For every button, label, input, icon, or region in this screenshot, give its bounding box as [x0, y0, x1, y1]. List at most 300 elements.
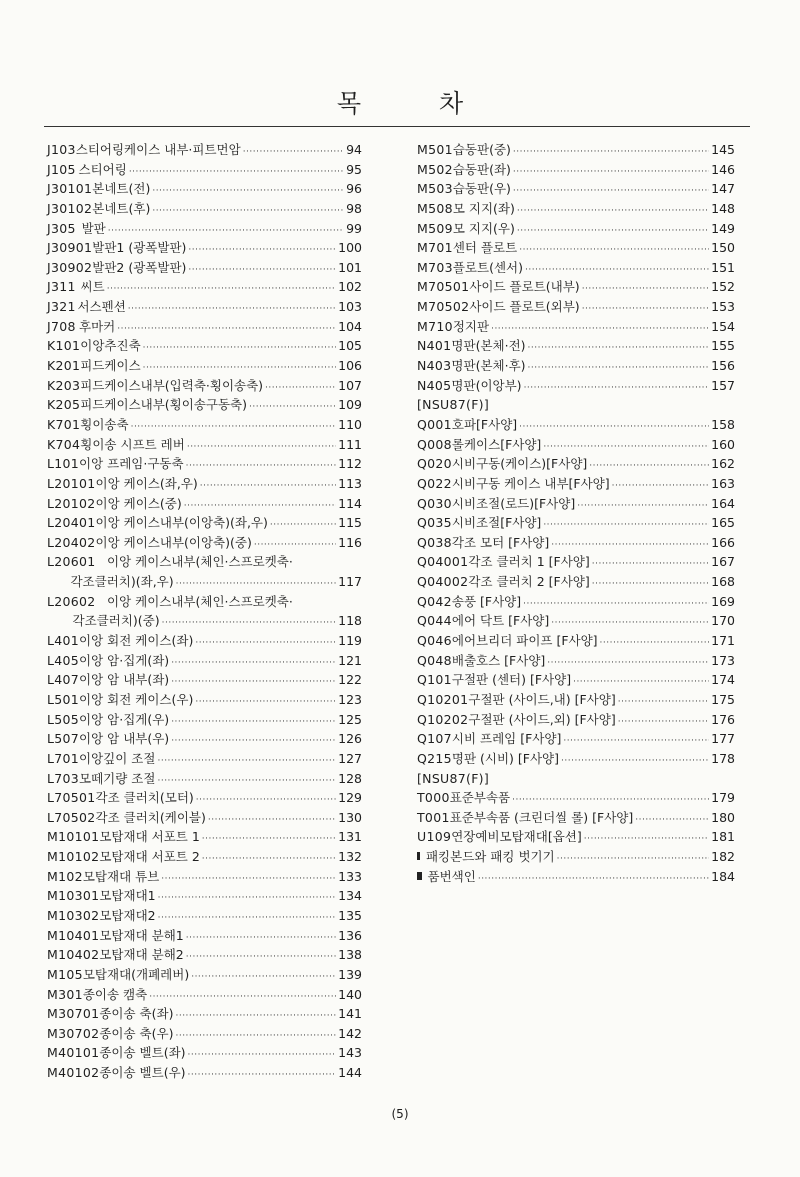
toc-entry	[47, 926, 362, 946]
square-bullet-icon	[417, 852, 420, 860]
entry-code: L701	[47, 750, 80, 766]
entry-page-number: 129	[338, 790, 362, 806]
entry-code: Q10201	[417, 691, 469, 707]
dot-leader	[200, 477, 336, 497]
entry-page-number: 144	[338, 1065, 362, 1081]
toc-entry	[47, 808, 362, 828]
entry-title: 품번색인	[427, 868, 476, 884]
toc-entry	[417, 219, 735, 239]
dot-leader	[243, 143, 344, 163]
entry-title: 이앙깊이 조절	[79, 750, 156, 766]
dot-leader	[171, 654, 336, 674]
entry-title: 시비 프레임 [F사양]	[451, 731, 562, 747]
entry-title: 피드케이스	[80, 358, 141, 374]
entry-code: M508	[417, 200, 453, 216]
entry-title: 이앙 암 내부(우)	[79, 731, 170, 747]
entry-page-number: 135	[338, 907, 362, 923]
entry-title: 각조클러치)(좌,우)	[70, 574, 174, 590]
toc-entry	[47, 710, 362, 730]
entry-page-number: 179	[711, 790, 735, 806]
toc-entry	[47, 513, 362, 533]
entry-page-number: 114	[338, 495, 362, 511]
entry-code: Q008	[417, 436, 452, 452]
entry-title: 피드케이스내부(횡이송구동축)	[80, 397, 247, 413]
toc-entry	[417, 710, 735, 730]
entry-page-number: 148	[711, 200, 735, 216]
dot-leader	[265, 379, 336, 399]
entry-page-number: 102	[338, 279, 362, 295]
entry-page-number: 150	[711, 240, 735, 256]
entry-page-number: 182	[711, 849, 735, 865]
entry-title: 송풍 [F사양]	[451, 593, 522, 609]
dot-leader	[563, 732, 709, 752]
dot-leader	[618, 713, 709, 733]
toc-entry	[417, 729, 735, 749]
dot-leader	[188, 1046, 337, 1066]
toc-entry	[417, 277, 735, 297]
toc-entry	[417, 474, 735, 494]
toc-entry	[47, 297, 362, 317]
entry-code: L20402	[47, 534, 96, 550]
entry-page-number: 101	[338, 259, 362, 275]
entry-page-number: 125	[338, 711, 362, 727]
entry-code: L703	[47, 770, 80, 786]
dot-leader	[129, 163, 344, 183]
square-bullet-icon	[417, 872, 422, 880]
toc-entry	[417, 827, 735, 847]
page-number-footer: (5)	[391, 1107, 409, 1121]
toc-entry	[47, 238, 362, 258]
entry-title: 모탑재대2	[99, 907, 156, 923]
entry-title: 습동판(우)	[452, 181, 511, 197]
dot-leader	[188, 1066, 337, 1086]
section-heading: [NSU87(F)]	[417, 770, 490, 786]
entry-page-number: 146	[711, 161, 735, 177]
toc-entry	[47, 1004, 362, 1024]
entry-code: Q048	[417, 652, 452, 668]
entry-page-number: 118	[338, 613, 362, 629]
entry-page-number: 169	[711, 593, 735, 609]
entry-title: 명판 (시비) [F사양]	[451, 750, 560, 766]
entry-code: N403	[417, 358, 452, 374]
entry-code: J30902	[47, 259, 93, 275]
entry-title: 스티어링	[78, 161, 127, 177]
toc-entry	[47, 985, 362, 1005]
entry-code: M102	[47, 868, 83, 884]
entry-title: 모떼기량 조절	[79, 770, 156, 786]
toc-entry	[47, 651, 362, 671]
entry-title: 구절판 (사이드,외) [F사양]	[468, 711, 616, 727]
toc-entry	[417, 454, 735, 474]
entry-title: 에어브리더 파이프 [F사양]	[451, 633, 598, 649]
entry-page-number: 119	[338, 633, 362, 649]
toc-entry	[47, 140, 362, 160]
entry-title: 모탑재대 튜브	[82, 868, 160, 884]
entry-page-number: 154	[711, 318, 735, 334]
entry-title: 모 지지(좌)	[452, 200, 515, 216]
entry-title: 플로트(센서)	[452, 259, 523, 275]
entry-page-number: 98	[346, 200, 362, 216]
entry-title: 종이송 벨트(우)	[99, 1065, 186, 1081]
entry-code: L407	[47, 672, 80, 688]
toc-entry	[417, 415, 735, 435]
entry-page-number: 181	[711, 829, 735, 845]
dot-leader	[191, 968, 336, 988]
entry-code: Q044	[417, 613, 452, 629]
entry-title: 이앙 케이스내부(이앙축)(좌,우)	[95, 515, 268, 531]
entry-title: 각조 클러치 2 [F사양]	[468, 574, 590, 590]
entry-code: J105	[47, 161, 76, 177]
entry-title: 모탑재대 서포트 1	[99, 829, 200, 845]
toc-entry	[417, 867, 735, 887]
entry-page-number: 113	[338, 475, 362, 491]
entry-page-number: 115	[338, 515, 362, 531]
toc-entry	[47, 749, 362, 769]
dot-leader	[528, 339, 710, 359]
entry-page-number: 174	[711, 672, 735, 688]
entry-code: Q030	[417, 495, 452, 511]
dot-leader	[196, 791, 336, 811]
entry-title: 사이드 플로트(외부)	[469, 299, 580, 315]
entry-title: 모 지지(우)	[452, 220, 515, 236]
dot-leader	[157, 752, 336, 772]
entry-code: Q107	[417, 731, 452, 747]
entry-code: L20102	[47, 495, 96, 511]
entry-page-number: 134	[338, 888, 362, 904]
dot-leader	[517, 222, 709, 242]
entry-title: 명판(본체·전)	[451, 338, 526, 354]
entry-code: U109	[417, 829, 452, 845]
entry-code: M10301	[47, 888, 100, 904]
entry-page-number: 164	[711, 495, 735, 511]
entry-title: 시비조절(로드)[F사양]	[451, 495, 576, 511]
toc-entry	[47, 336, 362, 356]
dot-leader	[186, 948, 336, 968]
entry-page-number: 136	[338, 927, 362, 943]
toc-entry	[47, 219, 362, 239]
entry-page-number: 117	[338, 574, 362, 590]
entry-code: Q020	[417, 456, 452, 472]
toc-entry	[417, 513, 735, 533]
toc-entry	[47, 317, 362, 337]
entry-page-number: 122	[338, 672, 362, 688]
entry-page-number: 110	[338, 416, 362, 432]
entry-title: 종이송 캠축	[82, 986, 148, 1002]
title-left: 목	[336, 89, 361, 118]
entry-title: 모탑재대1	[99, 888, 156, 904]
entry-title: 이앙추진축	[80, 338, 141, 354]
entry-code: M10401	[47, 927, 100, 943]
toc-entry	[47, 886, 362, 906]
toc-entry	[47, 769, 362, 789]
entry-code: J305	[47, 220, 76, 236]
entry-code: M501	[417, 142, 453, 157]
toc-entry	[47, 376, 362, 396]
toc-entry	[417, 297, 735, 317]
entry-page-number: 171	[711, 633, 735, 649]
entry-code: K704	[47, 436, 81, 452]
toc-entry	[417, 749, 735, 769]
toc-entry	[417, 611, 735, 631]
entry-code: L20101	[47, 475, 96, 491]
entry-title: 표준부속품 (크린더씰 롤) [F사양]	[449, 809, 634, 825]
dot-leader	[195, 634, 336, 654]
toc-entry	[417, 670, 735, 690]
entry-page-number: 103	[338, 299, 362, 315]
entry-page-number: 100	[338, 240, 362, 256]
entry-title: 각조 클러치(케이블)	[95, 809, 206, 825]
entry-title: 모탑재대 분해2	[99, 947, 184, 963]
entry-title: 시비조절[F사양]	[451, 515, 542, 531]
dot-leader	[517, 202, 709, 222]
toc-entry	[47, 611, 362, 631]
entry-page-number: 131	[338, 829, 362, 845]
entry-page-number: 140	[338, 986, 362, 1002]
entry-page-number: 175	[711, 691, 735, 707]
entry-code: Q022	[417, 475, 452, 491]
entry-page-number: 158	[711, 416, 735, 432]
dot-leader	[523, 595, 709, 615]
entry-title: 후마커	[79, 318, 116, 334]
entry-code: K101	[47, 338, 81, 354]
toc-entry	[47, 1063, 362, 1083]
entry-code: L20602	[47, 593, 96, 609]
entry-page-number: 149	[711, 220, 735, 236]
toc-entry	[47, 729, 362, 749]
entry-title: 씨트	[80, 279, 105, 295]
toc-entry	[47, 847, 362, 867]
dot-leader	[171, 732, 336, 752]
entry-code: L501	[47, 691, 80, 707]
entry-page-number: 112	[338, 456, 362, 472]
toc-entry	[417, 651, 735, 671]
dot-leader	[149, 988, 336, 1008]
dot-leader	[171, 713, 336, 733]
entry-page-number: 160	[711, 436, 735, 452]
entry-code: Q001	[417, 416, 452, 432]
entry-page-number: 127	[338, 750, 362, 766]
entry-page-number: 130	[338, 809, 362, 825]
dot-leader	[107, 280, 336, 300]
entry-page-number: 173	[711, 652, 735, 668]
entry-page-number: 143	[338, 1045, 362, 1061]
toc-entry	[47, 160, 362, 180]
entry-code: T001	[417, 809, 450, 825]
toc-entry	[47, 474, 362, 494]
entry-page-number: 109	[338, 397, 362, 413]
toc-entry	[417, 435, 735, 455]
toc-entry	[47, 277, 362, 297]
entry-title: 모탑재대 분해1	[99, 927, 184, 943]
entry-page-number: 177	[711, 731, 735, 747]
toc-entry	[417, 572, 735, 592]
entry-page-number: 128	[338, 770, 362, 786]
entry-page-number: 166	[711, 534, 735, 550]
dot-leader	[161, 870, 336, 890]
entry-code: L20401	[47, 515, 96, 531]
toc-entry	[47, 1043, 362, 1063]
dot-leader	[158, 909, 337, 929]
entry-code: M509	[417, 220, 453, 236]
entry-title: 습동판(좌)	[452, 161, 511, 177]
entry-title: 이앙 케이스내부(체인·스프로켓축·	[107, 554, 293, 570]
entry-title: 이앙 프레임·구동축	[79, 456, 184, 472]
entry-title: 종이송 벨트(좌)	[99, 1045, 186, 1061]
entry-title: 이앙 암·집게(좌)	[79, 652, 170, 668]
entry-page-number: 111	[338, 436, 362, 452]
entry-page-number: 165	[711, 515, 735, 531]
entry-page-number: 162	[711, 456, 735, 472]
entry-code: Q215	[417, 750, 452, 766]
entry-title: 횡이송 시프트 레버	[80, 436, 185, 452]
dot-leader	[195, 693, 336, 713]
dot-leader	[249, 398, 336, 418]
entry-page-number: 157	[711, 377, 735, 393]
dot-leader	[513, 182, 709, 202]
entry-code: Q042	[417, 593, 452, 609]
toc-entry	[47, 965, 362, 985]
entry-code: J311	[47, 279, 76, 295]
toc-entry	[47, 572, 362, 592]
entry-page-number: 155	[711, 338, 735, 354]
entry-page-number: 132	[338, 849, 362, 865]
entry-title: 모탑재대(개폐레버)	[82, 966, 190, 982]
entry-code: L507	[47, 731, 80, 747]
entry-title: 센터 플로트	[452, 240, 518, 256]
toc-entry	[47, 670, 362, 690]
dot-leader	[519, 241, 709, 261]
toc-entry	[417, 356, 735, 376]
dot-leader	[519, 418, 709, 438]
entry-page-number: 170	[711, 613, 735, 629]
entry-title: 사이드 플로트(내부)	[469, 279, 580, 295]
toc-entry	[47, 867, 362, 887]
toc-entry	[417, 592, 735, 612]
dot-leader	[584, 830, 709, 850]
entry-page-number: 163	[711, 475, 735, 491]
toc-entry	[417, 788, 735, 808]
toc-entry	[47, 199, 362, 219]
entry-code: M10402	[47, 947, 100, 963]
dot-leader	[187, 438, 336, 458]
toc-entry	[417, 199, 735, 219]
entry-code: L70502	[47, 809, 96, 825]
dot-leader	[524, 379, 710, 399]
entry-code: M10302	[47, 907, 100, 923]
dot-leader	[188, 261, 336, 281]
toc-entry	[417, 238, 735, 258]
entry-code: Q04002	[417, 574, 469, 590]
entry-title: 이앙 회전 케이스(우)	[79, 691, 194, 707]
entry-code: Q04001	[417, 554, 469, 570]
dot-leader	[117, 320, 336, 340]
entry-page-number: 104	[338, 318, 362, 334]
toc-entry	[47, 533, 362, 553]
dot-leader	[592, 555, 709, 575]
entry-code: L405	[47, 652, 80, 668]
entry-code: J30101	[47, 181, 93, 197]
entry-code: M703	[417, 259, 453, 275]
entry-page-number: 153	[711, 299, 735, 315]
entry-title: 각조 클러치(모터)	[95, 790, 194, 806]
entry-code: K201	[47, 358, 81, 374]
dot-leader	[557, 850, 709, 870]
entry-code: M301	[47, 986, 83, 1002]
dot-leader	[186, 457, 337, 477]
entry-code: J30901	[47, 240, 93, 256]
entry-title: 피드케이스내부(입력축·횡이송축)	[80, 377, 264, 393]
entry-title: 발판	[81, 220, 106, 236]
entry-title: 이앙 회전 케이스(좌)	[79, 633, 194, 649]
entry-code: N405	[417, 377, 452, 393]
toc-entry	[47, 454, 362, 474]
entry-code: L505	[47, 711, 80, 727]
entry-page-number: 106	[338, 358, 362, 374]
dot-leader	[158, 889, 337, 909]
dot-leader	[186, 929, 336, 949]
entry-title: 각조 클러치 1 [F사양]	[468, 554, 590, 570]
toc-entry	[47, 631, 362, 651]
entry-page-number: 107	[338, 377, 362, 393]
dot-leader	[582, 300, 709, 320]
toc-entry	[47, 179, 362, 199]
page-title	[0, 84, 800, 120]
entry-code: M502	[417, 161, 453, 177]
entry-code: L70501	[47, 790, 96, 806]
toc-entry	[47, 788, 362, 808]
entry-page-number: 147	[711, 181, 735, 197]
entry-title: 모탑재대 서포트 2	[99, 849, 200, 865]
dot-leader	[175, 1027, 336, 1047]
toc-right-column	[417, 140, 735, 886]
toc-entry	[47, 395, 362, 415]
entry-page-number: 142	[338, 1025, 362, 1041]
entry-code: J103	[47, 142, 76, 157]
dot-leader	[528, 359, 710, 379]
entry-code: M70502	[417, 299, 470, 315]
entry-title: 정지판	[452, 318, 490, 334]
entry-title: 명판(본체·후)	[451, 358, 526, 374]
entry-code: Q101	[417, 672, 452, 688]
entry-title: 횡이송축	[80, 416, 129, 432]
toc-entry	[47, 356, 362, 376]
entry-page-number: 176	[711, 711, 735, 727]
entry-title: 시비구동 케이스 내부[F사양]	[451, 475, 610, 491]
entry-title: 이앙 암·집게(우)	[79, 711, 170, 727]
dot-leader	[577, 497, 709, 517]
entry-page-number: 151	[711, 259, 735, 275]
entry-code: N401	[417, 338, 452, 354]
entry-code: K701	[47, 416, 81, 432]
toc-entry	[417, 317, 735, 337]
toc-entry	[47, 415, 362, 435]
dot-leader	[202, 830, 336, 850]
dot-leader	[128, 300, 336, 320]
entry-title: 명판(이앙부)	[451, 377, 522, 393]
title-divider	[44, 126, 750, 127]
dot-leader	[152, 202, 344, 222]
entry-title: 서스펜션	[77, 299, 126, 315]
entry-page-number: 180	[711, 809, 735, 825]
entry-title: 호파[F사양]	[451, 416, 518, 432]
entry-title: 발판1 (광폭발판)	[92, 240, 187, 256]
toc-entry	[417, 160, 735, 180]
entry-page-number: 96	[346, 181, 362, 197]
entry-page-number: 99	[346, 220, 362, 236]
toc-entry	[417, 336, 735, 356]
entry-code: J321	[47, 299, 76, 315]
toc-entry	[417, 690, 735, 710]
